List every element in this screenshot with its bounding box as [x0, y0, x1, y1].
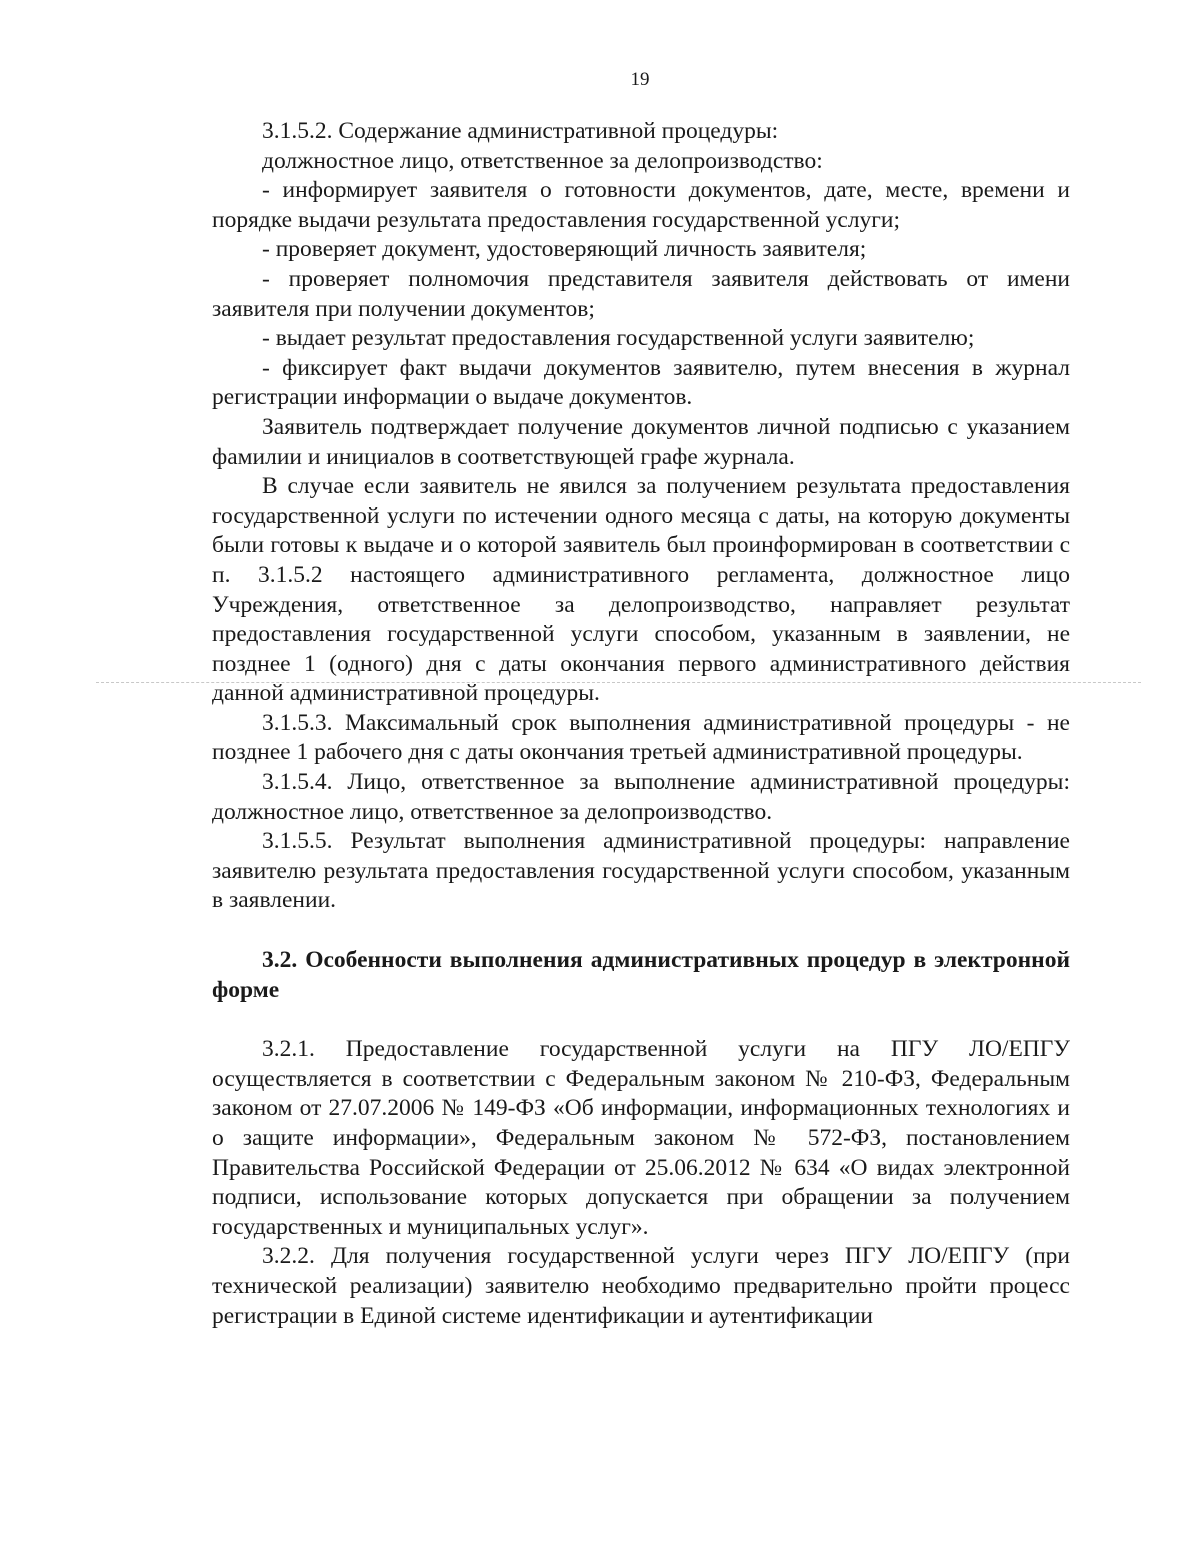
- page-number: 19: [630, 69, 650, 90]
- list-item-checks-id: - проверяет документ, удостоверяющий личность заявителя;: [262, 236, 867, 263]
- paragraph-3-2-1: 3.2.1. Предоставление государственной услуги на ПГУ ЛО/ЕПГУ осуществляется в соответствии с Федеральным законом № 210-ФЗ, Федеральным законом от 27.07.2006 № 149-ФЗ «Об информации, информационных технологиях и о защите информации», Федеральным законом № 572-ФЗ, постановлением Правительства Российской Федерации от 25.06.2012 № 634 «О видах электронной подписи, использование которых допускается при обращении за получением государственных и муниципальных услуг».: [212, 1036, 1070, 1240]
- paragraph-3-1-5-2: 3.1.5.2. Содержание административной процедуры:: [262, 118, 779, 144]
- document-body: [212, 117, 1070, 1331]
- section-heading-3-2: 3.2. Особенности выполнения административных процедур в электронной форме: [212, 947, 1070, 1003]
- paragraph-3-1-5-3: 3.1.5.3. Максимальный срок выполнения административной процедуры - не позднее 1 рабочего дня с даты окончания третьей административной процедуры.: [212, 709, 1070, 766]
- paragraph-3-1-5-4: 3.1.5.4. Лицо, ответственное за выполнение административной процедуры: должностное лицо, ответственное за делопроизводство.: [212, 769, 1070, 825]
- paragraph-3-1-5-5: 3.1.5.5. Результат выполнения административной процедуры: направление заявителю результата предоставления государственной услуги способом, указанным в заявлении.: [212, 828, 1070, 914]
- paragraph-3-2-2: 3.2.2. Для получения государственной услуги через ПГУ ЛО/ЕПГУ (при технической реализации) заявителю необходимо предварительно пройти процесс регистрации в Единой системе идентификации и аутентификации: [212, 1243, 1070, 1329]
- list-item-records-issue: - фиксирует факт выдачи документов заявителю, путем внесения в журнал регистрации информации о выдаче документов.: [212, 354, 1070, 411]
- paragraph-no-show: В случае если заявитель не явился за получением результата предоставления государственной услуги по истечении одного месяца с даты, на которую документы были готовы к выдаче и о которой заявитель был проинформирован в соответствии с п. 3.1.5.2 настоящего административного регламента, должностное лицо Учреждения, ответственное за делопроизводство, направляет результат предоставления государственной услуги способом, указанным в заявлении, не позднее 1 (одного) дня с даты окончания первого административного действия данной административной процедуры.: [212, 473, 1070, 707]
- list-item-checks-authority: - проверяет полномочия представителя заявителя действовать от имени заявителя при получении документов;: [212, 265, 1070, 322]
- list-item-informs: - информирует заявителя о готовности документов, дате, месте, времени и порядке выдачи результата предоставления государственной услуги;: [212, 177, 1070, 233]
- list-item-issues-result: - выдает результат предоставления государственной услуги заявителю;: [262, 325, 975, 352]
- paragraph-responsible-official: должностное лицо, ответственное за делопроизводство:: [262, 147, 823, 174]
- paragraph-applicant-confirms: Заявитель подтверждает получение документов личной подписью с указанием фамилии и инициалов в соответствующей графе журнала.: [212, 413, 1070, 470]
